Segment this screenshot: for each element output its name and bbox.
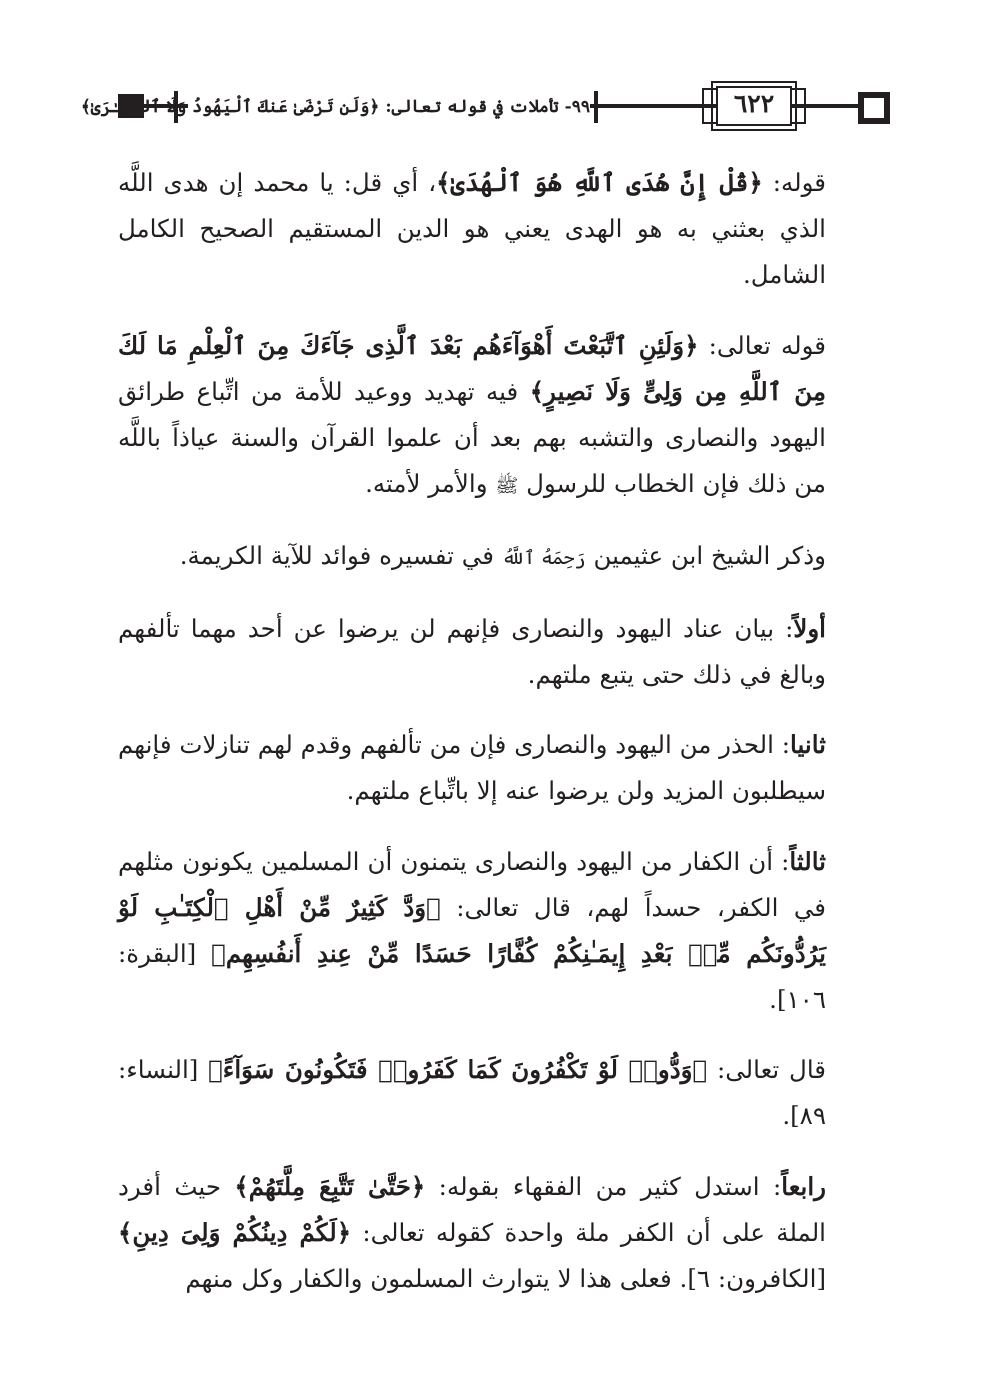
- text-run: ، أي قل: يا محمد إن هدى اللَّه الذي بعثني به هو الهدى يعني هو الدين المستقيم الصحيح الكامل الشامل.: [118, 168, 826, 289]
- text-run: : استدل كثير من الفقهاء بقوله:: [425, 1171, 782, 1201]
- paragraph: [118, 533, 888, 581]
- quran-verse: ﴿حَتَّىٰ تَتَّبِعَ مِلَّتَهُمْ﴾: [234, 1171, 426, 1201]
- text-run: والأمر لأمته.: [365, 468, 496, 498]
- text-run: قال تعالى:: [707, 1055, 827, 1084]
- paragraph: [118, 160, 888, 298]
- header-bar-right: [594, 91, 598, 123]
- paragraph: [118, 323, 888, 509]
- quran-verse: ﴿لَكُمْ دِينُكُمْ وَلِىَ دِينِ﴾: [118, 1217, 352, 1247]
- text-run: [الكافرون: ٦]. فعلى هذا لا يتوارث المسلمون والكفار وكل منهم: [185, 1263, 826, 1293]
- text-run: : الحذر من اليهود والنصارى فإن من تألفهم وقدم لهم تنازلات فإنهم سيطلبون المزيد ولن يرضوا عنه إلا باتِّباع ملتهم.: [118, 730, 826, 805]
- quran-verse: ﴿وَدَّ كَثِيرٌ مِّنْ أَهْلِ ٱلْكِتَـٰبِ لَوْ يَرُدُّونَكُم مِّنۢ بَعْدِ إِيمَـٰنِكُمْ كُفَّارًا حَسَدًا مِّنْ عِندِ أَنفُسِهِم﴾: [118, 892, 826, 968]
- point-label: رابعاً: [781, 1171, 826, 1201]
- text-run: في تفسيره فوائد للآية الكريمة.: [179, 541, 502, 570]
- paragraph: [118, 839, 888, 1023]
- page-number: ٦٢٢: [716, 86, 792, 126]
- quran-verse: ﴿وَدُّوا۟ لَوْ تَكْفُرُونَ كَمَا كَفَرُوا۟ فَتَكُونُونَ سَوَآءً﴾: [208, 1055, 708, 1084]
- text-run: قوله:: [762, 168, 827, 197]
- chapter-title: [80, 90, 590, 124]
- paragraph: [118, 606, 888, 698]
- text-run: [البقرة: ١٠٦].: [118, 938, 826, 1014]
- point-label: أولاً: [793, 613, 826, 643]
- text-run: فيه تهديد ووعيد للأمة من اتِّباع طرائق اليهود والنصارى والتشبه بهم بعد أن علموا القرآن والسنة عياذاً باللَّه من ذلك فإن الخطاب للرسول: [118, 376, 826, 498]
- text-run: حيث أفرد الملة على أن الكفر ملة واحدة كقوله تعالى:: [118, 1171, 826, 1247]
- text-run: قوله تعالى:: [698, 330, 826, 360]
- point-label: ثالثاً: [789, 846, 826, 876]
- chapter-verse: ﴿وَلَن تَرْضَىٰ عَنكَ ٱلْيَهُودُ وَلَا ٱلنَّصَـٰرَىٰ﴾: [80, 97, 380, 117]
- text-run: : بيان عناد اليهود والنصارى فإنهم لن يرضوا عن أحد مهما تألفهم وبالغ في ذلك حتى يتبع ملتهم.: [118, 613, 826, 689]
- text-run: [النساء: ٨٩].: [118, 1055, 826, 1130]
- paragraph: [118, 1047, 888, 1139]
- page-body: [118, 160, 888, 1314]
- point-label: ثانيا: [790, 730, 826, 759]
- paragraph: [118, 1164, 888, 1302]
- chapter-prefix: ٩٩- تأملات في قوله تعالى:: [385, 97, 590, 117]
- quran-verse: ﴿قُلْ إِنَّ هُدَى ٱللَّهِ هُوَ ٱلْهُدَىٰ﴾: [436, 168, 763, 197]
- salutation-glyph: ﷺ: [495, 474, 519, 497]
- paragraph: [118, 722, 888, 814]
- square-ornament-open: [858, 92, 890, 124]
- quran-verse: ﴿وَلَئِنِ ٱتَّبَعْتَ أَهْوَآءَهُم بَعْدَ ٱلَّذِى جَآءَكَ مِنَ ٱلْعِلْمِ مَا لَكَ مِنَ ٱللَّهِ مِن وَلِىٍّ وَلَا نَصِيرٍ﴾: [118, 330, 826, 406]
- text-run: وذكر الشيخ ابن عثيمين: [585, 541, 826, 570]
- honorific-glyph: رَحِمَهُ ٱللَّهُ: [501, 547, 586, 569]
- text-run: : أن الكفار من اليهود والنصارى يتمنون أن المسلمين يكونون مثلهم في الكفر، حسداً لهم، قال تعالى:: [118, 846, 827, 922]
- page-number-frame: [702, 84, 806, 128]
- running-header: [80, 84, 890, 130]
